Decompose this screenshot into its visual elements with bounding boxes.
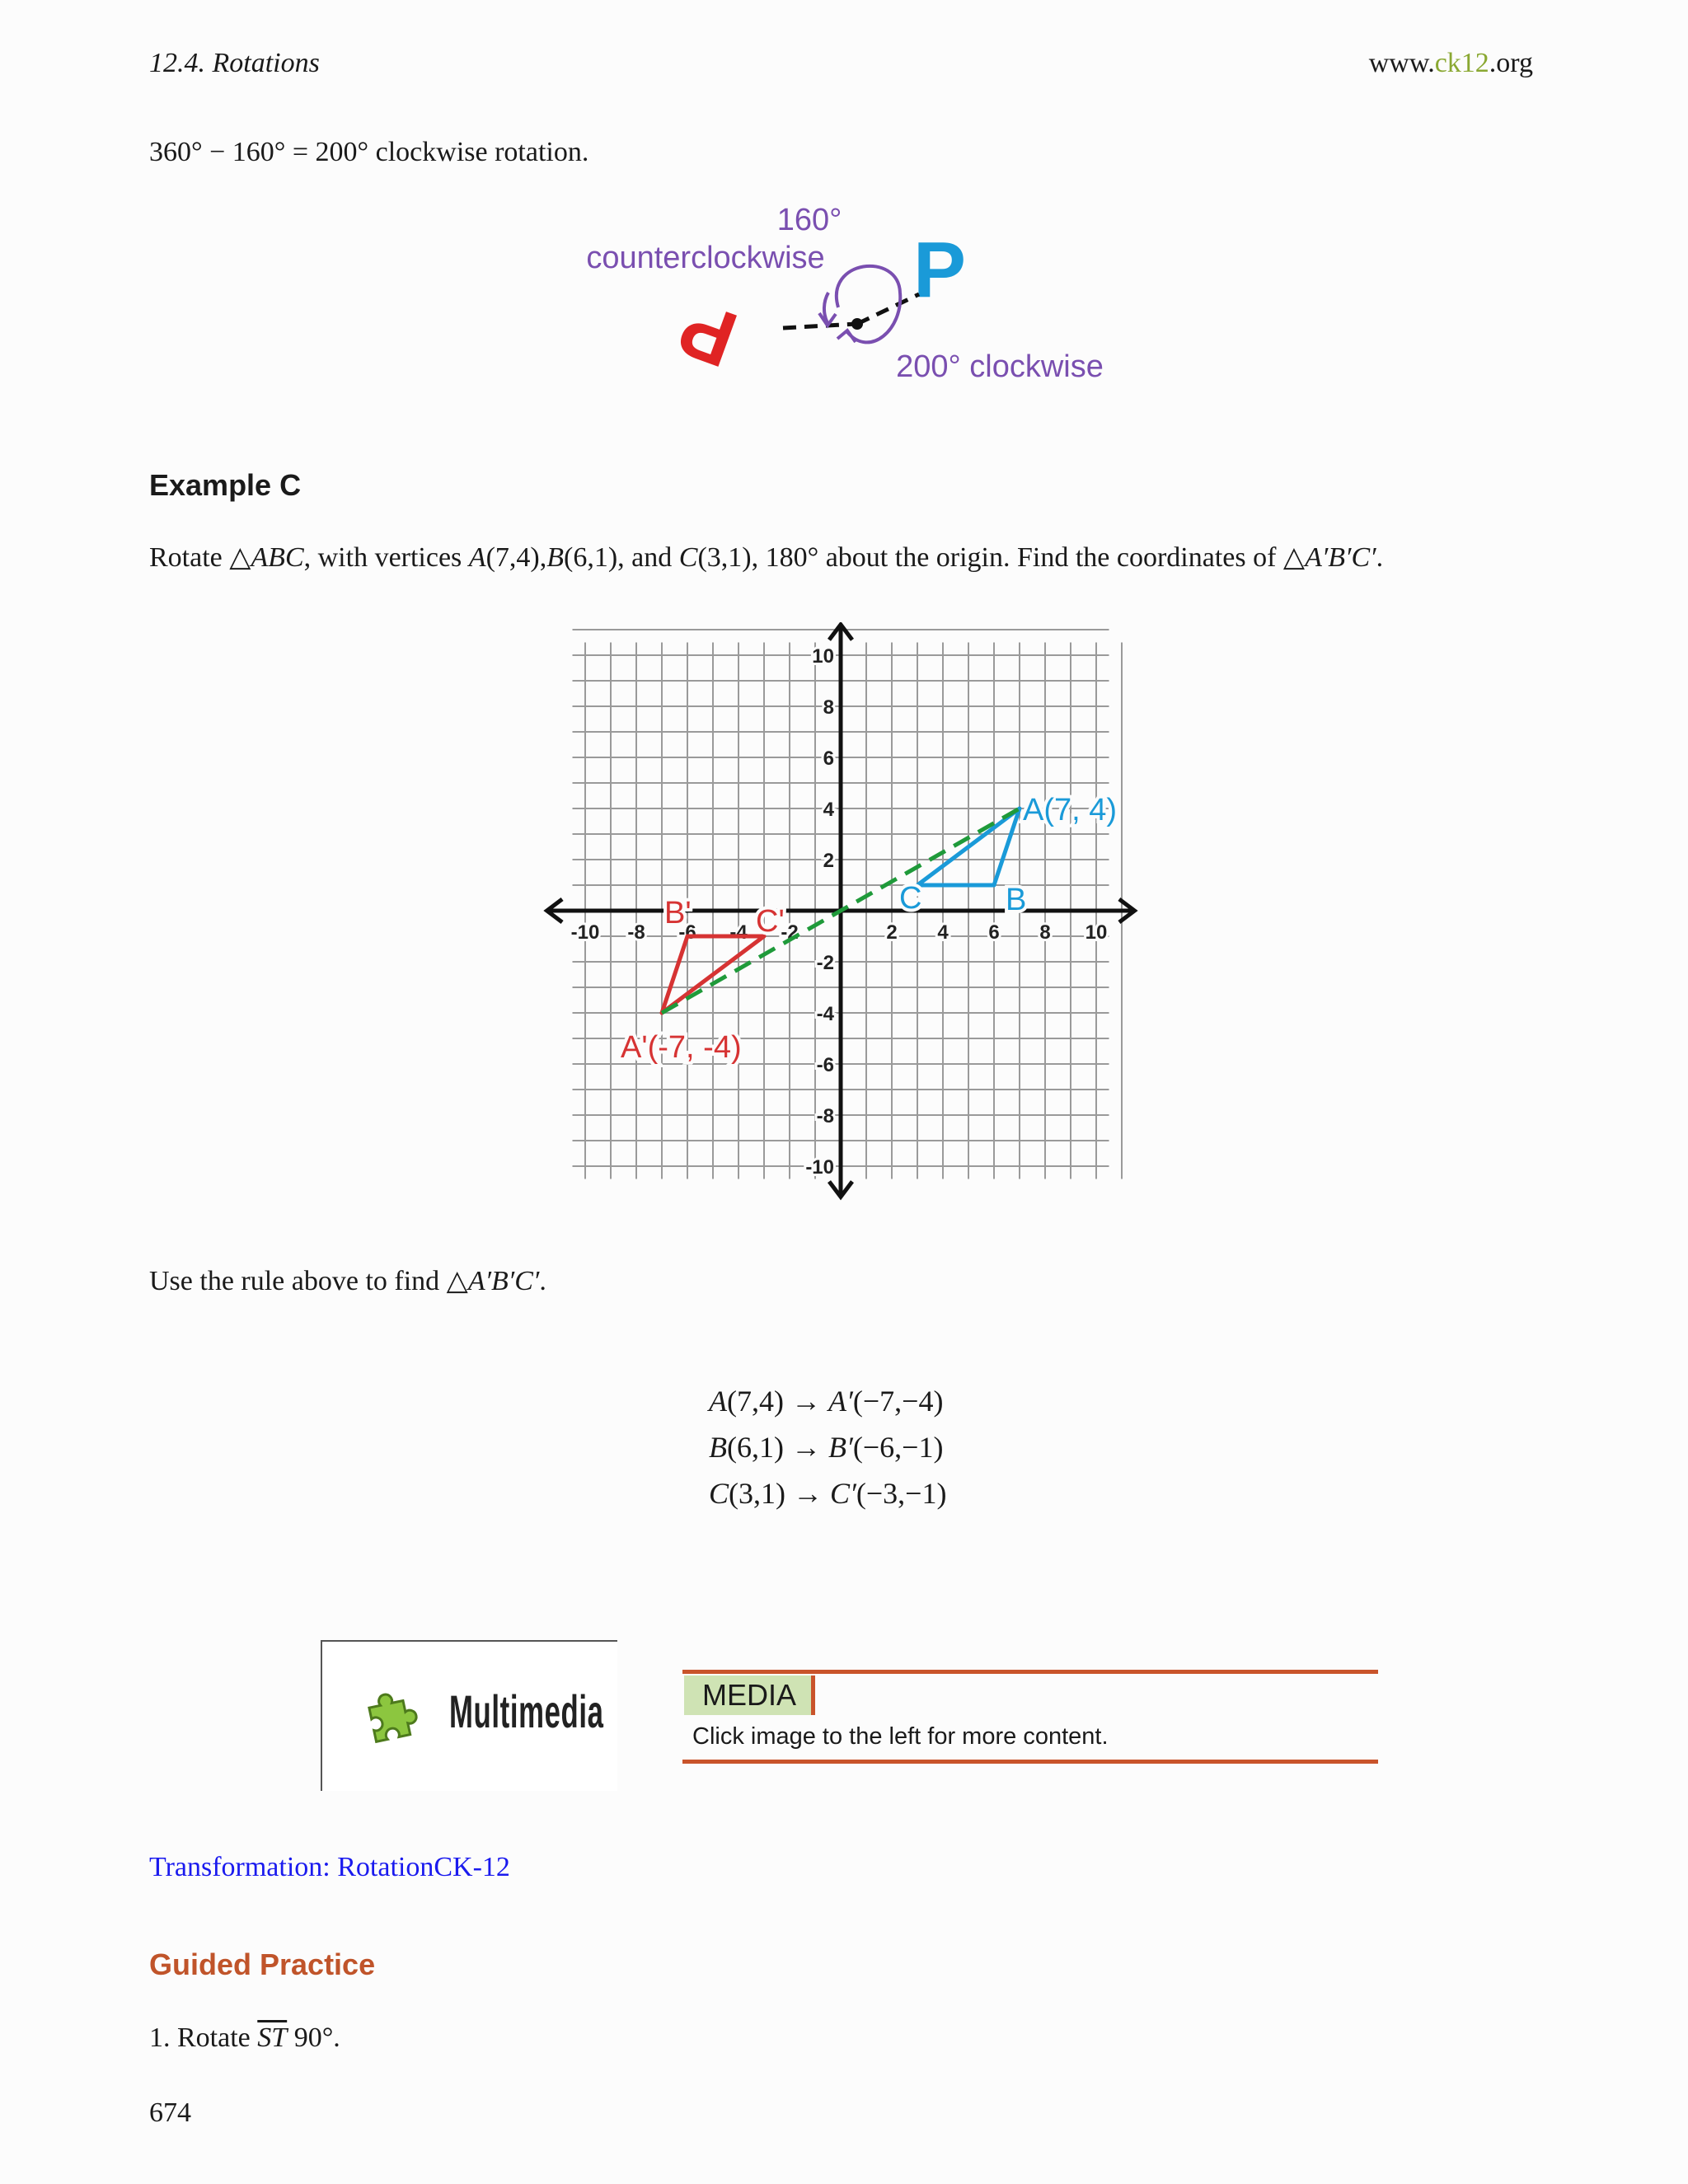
y-tick-label: -4 [816,1003,834,1025]
ex-abc: ABC [251,542,304,573]
y-tick-label: 8 [823,696,834,719]
rotation-mapping [709,1378,946,1516]
y-tick-label: 10 [812,645,834,668]
guided-practice-title: Guided Practice [149,1947,376,1981]
y-tick-label: 4 [823,799,834,821]
mapping-line-b [709,1424,946,1470]
ex-b: B [546,542,565,573]
clockwise-label: 200° clockwise [896,349,1104,384]
running-header-site[interactable] [1369,48,1533,79]
map-c-p: C [709,1477,729,1510]
ex-a: A [468,542,486,573]
map-b-p: B [709,1431,727,1464]
x-tick-label: -10 [570,921,600,944]
rotated-p-letter: P [668,283,748,384]
map-a-p: A [709,1385,727,1418]
x-tick-label: -6 [678,921,696,944]
page-number: 674 [149,2097,191,2128]
map-a-c: (7,4) → [727,1385,828,1418]
rotation-figure [544,194,1154,416]
label-a: A(7, 4) [1023,793,1118,827]
x-tick-label: 2 [886,921,898,944]
multimedia-thumbnail[interactable] [321,1640,617,1791]
map-b-c: (6,1) → [727,1431,828,1464]
ex-t5: . [1376,542,1384,573]
cw-arrowhead [837,330,856,342]
site-ck: ck [1434,48,1461,78]
x-tick-label: 4 [937,921,949,944]
rule-text [149,1265,546,1299]
ex-t1: Rotate △ [149,542,251,573]
x-tick-label: 10 [1085,921,1108,944]
map-a-cc: (−7,−4) [852,1385,944,1418]
multimedia-label: Multimedia [449,1685,604,1737]
y-tick-label: 2 [823,850,834,872]
practice-num: 1. Rotate [149,2022,258,2053]
ex-c: C [678,542,698,573]
y-tick-label: -8 [816,1105,834,1127]
y-tick-label: 6 [823,748,834,770]
dashed-line-right [857,294,919,324]
angle-160-label: 160° [776,203,842,237]
label-b: B [1006,883,1027,917]
counterclockwise-label: counterclockwise [586,241,825,275]
map-a-pp: A′ [828,1385,853,1418]
x-tick-label: -8 [627,921,645,944]
media-description: Click image to the left for more content. [692,1723,1109,1750]
transformation-rotation-link[interactable]: Transformation: RotationCK-12 [149,1852,510,1882]
practice-rest: 90°. [287,2022,340,2053]
ex-c-coord: (3,1), [697,542,759,573]
map-c-pp: C′ [830,1477,856,1510]
coordinate-plane-chart [528,622,1170,1216]
rule-t1: Use the rule above to find △ [149,1266,468,1296]
x-tick-label: 6 [988,921,1000,944]
ex-t3: and [624,542,679,573]
ex-abc-prime: A′B′C′ [1305,542,1376,573]
site-suffix: .org [1489,48,1533,78]
x-tick-label: -4 [729,921,748,944]
mapping-line-c [709,1470,946,1516]
original-p-letter: P [913,226,967,314]
rule-abc-prime: A′B′C′ [467,1266,540,1296]
map-b-cc: (−6,−1) [852,1431,944,1464]
practice-item-1 [149,2022,340,2055]
site-prefix: www. [1368,48,1435,78]
ccw-arc [824,293,828,323]
map-c-cc: (−3,−1) [856,1477,947,1510]
mapping-line-a [709,1378,946,1424]
dashed-line-left [783,324,857,328]
label-c-prime: C' [756,904,785,939]
label-c: C [899,881,922,916]
map-c-c: (3,1) → [729,1477,830,1510]
y-tick-label: -10 [805,1156,834,1179]
running-header-section: 12.4. Rotations [149,48,320,78]
media-tag: MEDIA [684,1675,815,1715]
center-point [851,318,863,330]
ex-b-coord: (6,1), [564,542,625,573]
example-title: Example C [149,468,302,502]
label-a-prime: A'(-7, -4) [621,1030,742,1065]
label-b-prime: B' [664,896,692,930]
media-box [682,1670,1378,1764]
example-text [149,541,1383,575]
map-b-pp: B′ [828,1431,853,1464]
puzzle-icon [362,1685,428,1750]
rule-t2: . [539,1266,546,1296]
site-num: 12 [1461,48,1489,78]
y-tick-label: -6 [816,1054,834,1076]
ex-a-coord: (7,4), [485,542,547,573]
y-tick-label: -2 [816,952,834,974]
intro-equation: 360° − 160° = 200° clockwise rotation. [149,137,589,167]
ex-t4: 180° about the origin. Find the coordinates of △ [758,542,1306,573]
ex-t2: , with vertices [303,542,469,573]
grid-lines [570,630,1123,1179]
x-tick-label: -2 [781,921,799,944]
x-tick-label: 8 [1039,921,1051,944]
segment-st: $\overline{ST}$ [257,2022,288,2053]
